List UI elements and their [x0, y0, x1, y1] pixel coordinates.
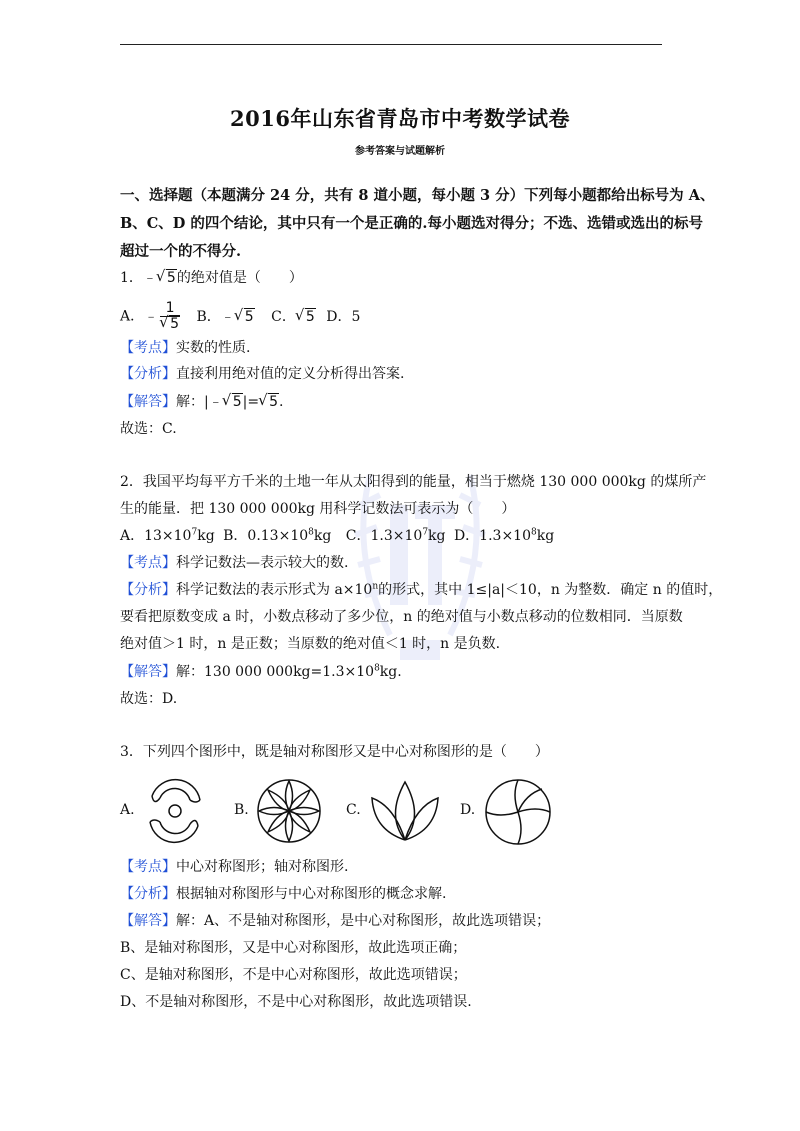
section-intro-line2: B、C、D 的四个结论，其中只有一个是正确的.每小题选对得分；不选、选错或选出的标号 [120, 215, 703, 232]
q2-fenxi-line2: 要看把原数变成 a 时，小数点移动了多少位，n 的绝对值与小数点移动的位数相同．当原数 [120, 609, 683, 625]
q2-stem-line2: 生的能量．把 130 000 000kg 用科学记数法可表示为（ ） [120, 501, 516, 517]
jieda-tag: 【解答】 [120, 664, 176, 680]
q1-stem [120, 268, 303, 288]
figure-b-icon [254, 776, 324, 846]
q1-suffix: 的绝对值是（ ） [176, 270, 303, 286]
jieda-tag: 【解答】 [120, 913, 176, 929]
q3-line-d: D、不是轴对称图形，不是中心对称图形，故此选项错误. [120, 994, 472, 1010]
q2-option-b: B．$0.13\times 10^8kg$ [223, 527, 332, 544]
q2-kaodian: 【考点】科学记数法—表示较大的数. [120, 555, 349, 571]
q3-label-c: C. [346, 802, 361, 818]
q1-prefix: 1．﹣ [120, 270, 157, 286]
figure-c-icon [368, 776, 442, 846]
jieda-tag: 【解答】 [120, 394, 176, 410]
q3-line-c: C、是轴对称图形，不是中心对称图形，故此选项错误； [120, 967, 467, 983]
section-intro-line3: 超过一个的不得分. [120, 243, 242, 260]
q2-stem-line1: 2．我国平均每平方千米的土地一年从太阳得到的能量，相当于燃烧 130 000 000kg 的煤所产 [120, 474, 707, 490]
kaodian-tag: 【考点】 [120, 555, 176, 571]
q3-fenxi: 【分析】根据轴对称图形与中心对称图形的概念求解. [120, 886, 447, 902]
q2-option-d: D．$1.3\times 10^8kg$ [453, 527, 555, 544]
sqrt-symbol: √ 5 [158, 268, 177, 288]
fraction: 1 √ 5 [160, 301, 180, 332]
fenxi-tag: 【分析】 [120, 582, 176, 598]
q2-option-a: A．$13\times 10^7kg$ [120, 527, 215, 544]
q1-option-a: A．﹣ [120, 308, 159, 325]
sqrt-symbol: √ 5 [297, 303, 316, 331]
q2-answer: 故选：D. [120, 691, 178, 707]
q3-label-d: D. [460, 802, 476, 818]
figure-d-icon [482, 776, 554, 848]
page-subtitle: 参考答案与试题解析 [355, 146, 445, 157]
q1-fenxi: 【分析】直接利用绝对值的定义分析得出答案. [120, 366, 405, 382]
kaodian-tag: 【考点】 [120, 859, 176, 875]
sqrt-symbol: √ 5 [236, 303, 255, 331]
section-intro-line1: 一、选择题（本题满分 24 分，共有 8 道小题，每小题 3 分）下列每小题都给出标号为 A、 [120, 187, 715, 204]
q1-jieda: 【解答】解：|﹣√ 5|=√ 5. [120, 392, 283, 412]
q1-options [120, 300, 361, 332]
q2-options [120, 526, 554, 546]
header-rule [120, 44, 662, 45]
fenxi-tag: 【分析】 [120, 886, 176, 902]
q2-jieda: 【解答】解：130 000 $000kg=1.3\times 10^8kg$. [120, 663, 402, 680]
kaodian-tag: 【考点】 [120, 340, 176, 356]
q3-label-b: B. [234, 802, 249, 818]
q1-kaodian: 【考点】实数的性质. [120, 340, 251, 356]
q1-answer: 故选：C. [120, 421, 177, 437]
q3-kaodian: 【考点】中心对称图形；轴对称图形. [120, 859, 349, 875]
q1-option-d: D．5 [326, 308, 361, 325]
page-title: 2016年山东省青岛市中考数学试卷 [230, 106, 570, 131]
q3-label-a: A. [120, 802, 135, 818]
q2-fenxi-line3: 绝对值＞1 时，n 是正数；当原数的绝对值＜1 时，n 是负数. [120, 636, 501, 652]
q3-line-b: B、是轴对称图形，又是中心对称图形，故此选项正确； [120, 940, 467, 956]
figure-a-icon [140, 776, 210, 846]
q1-option-b: B．﹣ [196, 308, 235, 325]
q3-stem: 3．下列四个图形中，既是轴对称图形又是中心对称图形的是（ ） [120, 744, 549, 760]
q2-option-c: C．$1.3\times 10^7kg$ [345, 527, 446, 544]
q2-fenxi-line1: 【分析】科学记数法的表示形式为 $a\times 10^n$的形式，其中 1≤|a|＜10，n 为整数．确定 n 的值时， [120, 581, 723, 598]
fenxi-tag: 【分析】 [120, 366, 176, 382]
q1-option-c: C． [271, 308, 296, 325]
q3-jieda: 【解答】解：A、不是轴对称图形，是中心对称图形，故此选项错误； [120, 913, 551, 929]
